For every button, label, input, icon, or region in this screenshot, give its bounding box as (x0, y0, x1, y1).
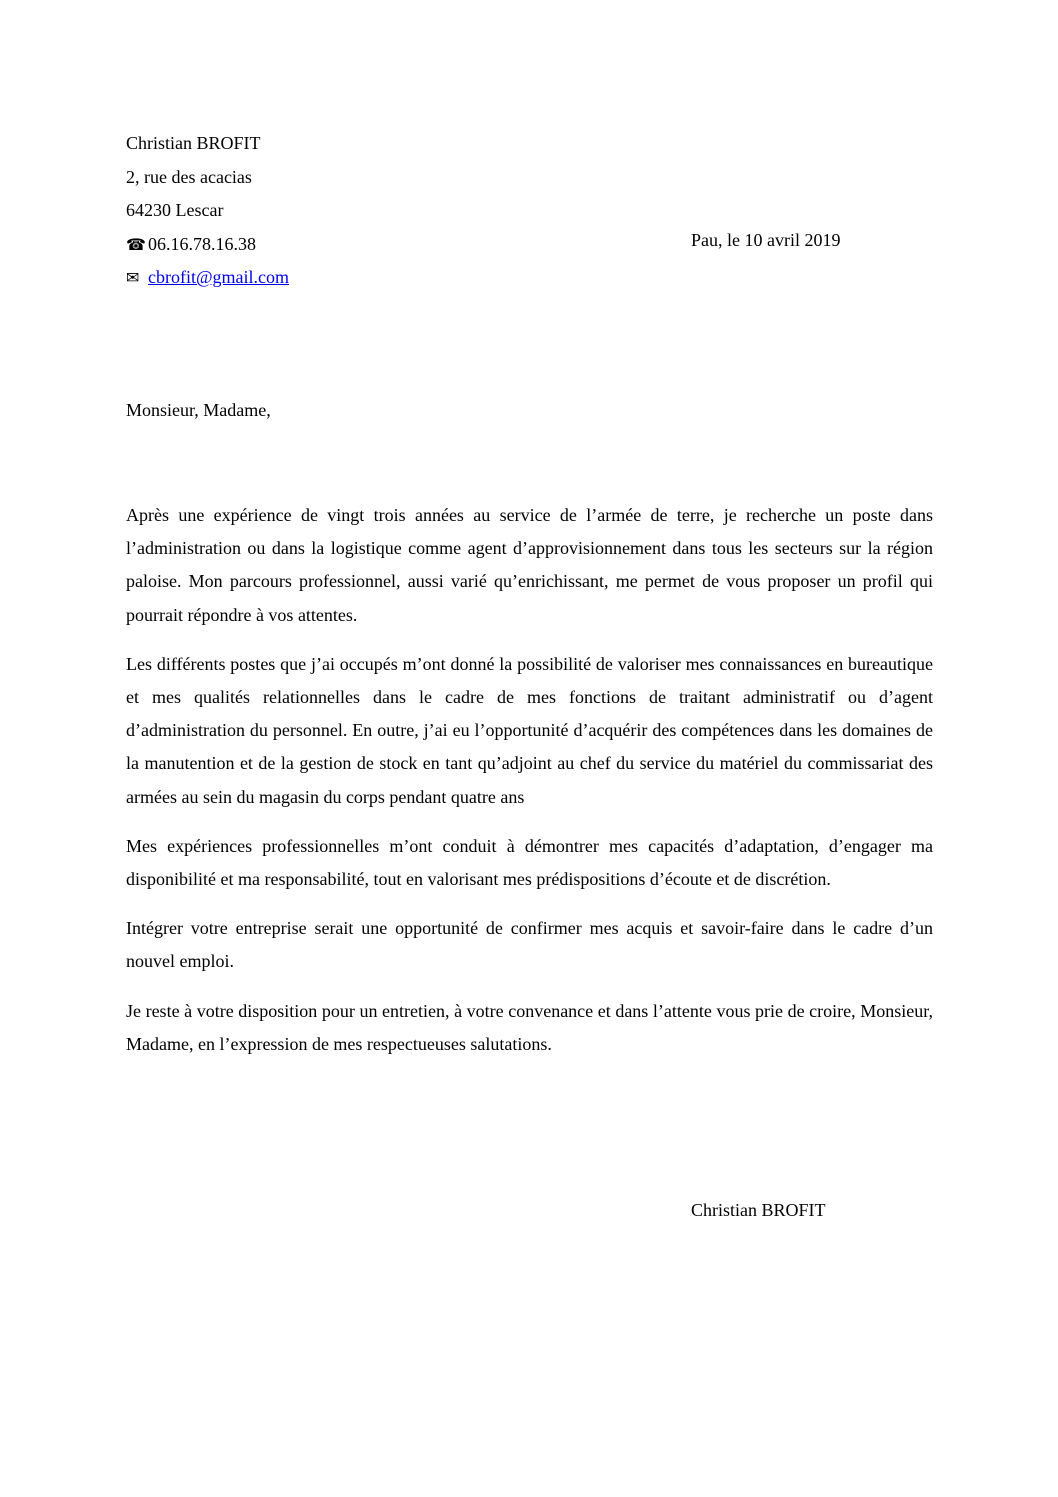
sender-email-link[interactable]: cbrofit@gmail.com (148, 267, 290, 287)
sender-street: 2, rue des acacias (126, 166, 252, 187)
body-paragraph: Les différents postes que j’ai occupés m’ont donné la possibilité de valoriser mes connaissances en bureautique et mes qualités relationnelles dans le cadre de mes fonctions de traitant administratif ou d’agent d’administration du personnel. En outre, j’ai eu l’opportunité d’acquérir des compétences dans les domaines de la manutention et de la gestion de stock en tant qu’adjoint au chef du service du matériel du commissariat des armées au sein du magasin du corps pendant quatre ans (126, 653, 933, 807)
body-paragraph: Mes expériences professionnelles m’ont conduit à démontrer mes capacités d’adaptation, d’engager ma disponibilité et ma responsabilité, tout en valorisant mes prédispositions d’écoute et de discrétion. (126, 835, 933, 890)
body-paragraph: Intégrer votre entreprise serait une opportunité de confirmer mes acquis et savoir-faire dans le cadre d’un nouvel emploi. (126, 918, 933, 972)
signature: Christian BROFIT (691, 1200, 826, 1220)
salutation: Monsieur, Madame, (126, 400, 271, 420)
sender-block (126, 127, 289, 295)
sender-name: Christian BROFIT (126, 133, 261, 153)
telephone-icon: ☎ (126, 234, 146, 254)
sender-phone-line (126, 228, 289, 262)
body-paragraph: Je reste à votre disposition pour un entretien, à votre convenance et dans l’attente vous prie de croire, Monsieur, Madame, en l’expression de mes respectueuses salutations. (126, 1000, 933, 1054)
letter-date: Pau, le 10 avril 2019 (691, 230, 841, 250)
sender-phone: 06.16.78.16.38 (148, 233, 256, 254)
letter-body (126, 499, 933, 1077)
body-paragraph: Après une expérience de vingt trois années au service de l’armée de terre, je recherche un poste dans l’administration ou dans la logistique comme agent d’approvisionnement dans tous les secteurs sur la région paloise. Mon parcours professionnel, aussi varié qu’enrichissant, me permet de vous proposer un profil qui pourrait répondre à vos attentes. (126, 505, 933, 625)
sender-city: 64230 Lescar (126, 200, 224, 220)
envelope-icon: ✉ (126, 268, 140, 287)
sender-email-line (126, 261, 289, 295)
